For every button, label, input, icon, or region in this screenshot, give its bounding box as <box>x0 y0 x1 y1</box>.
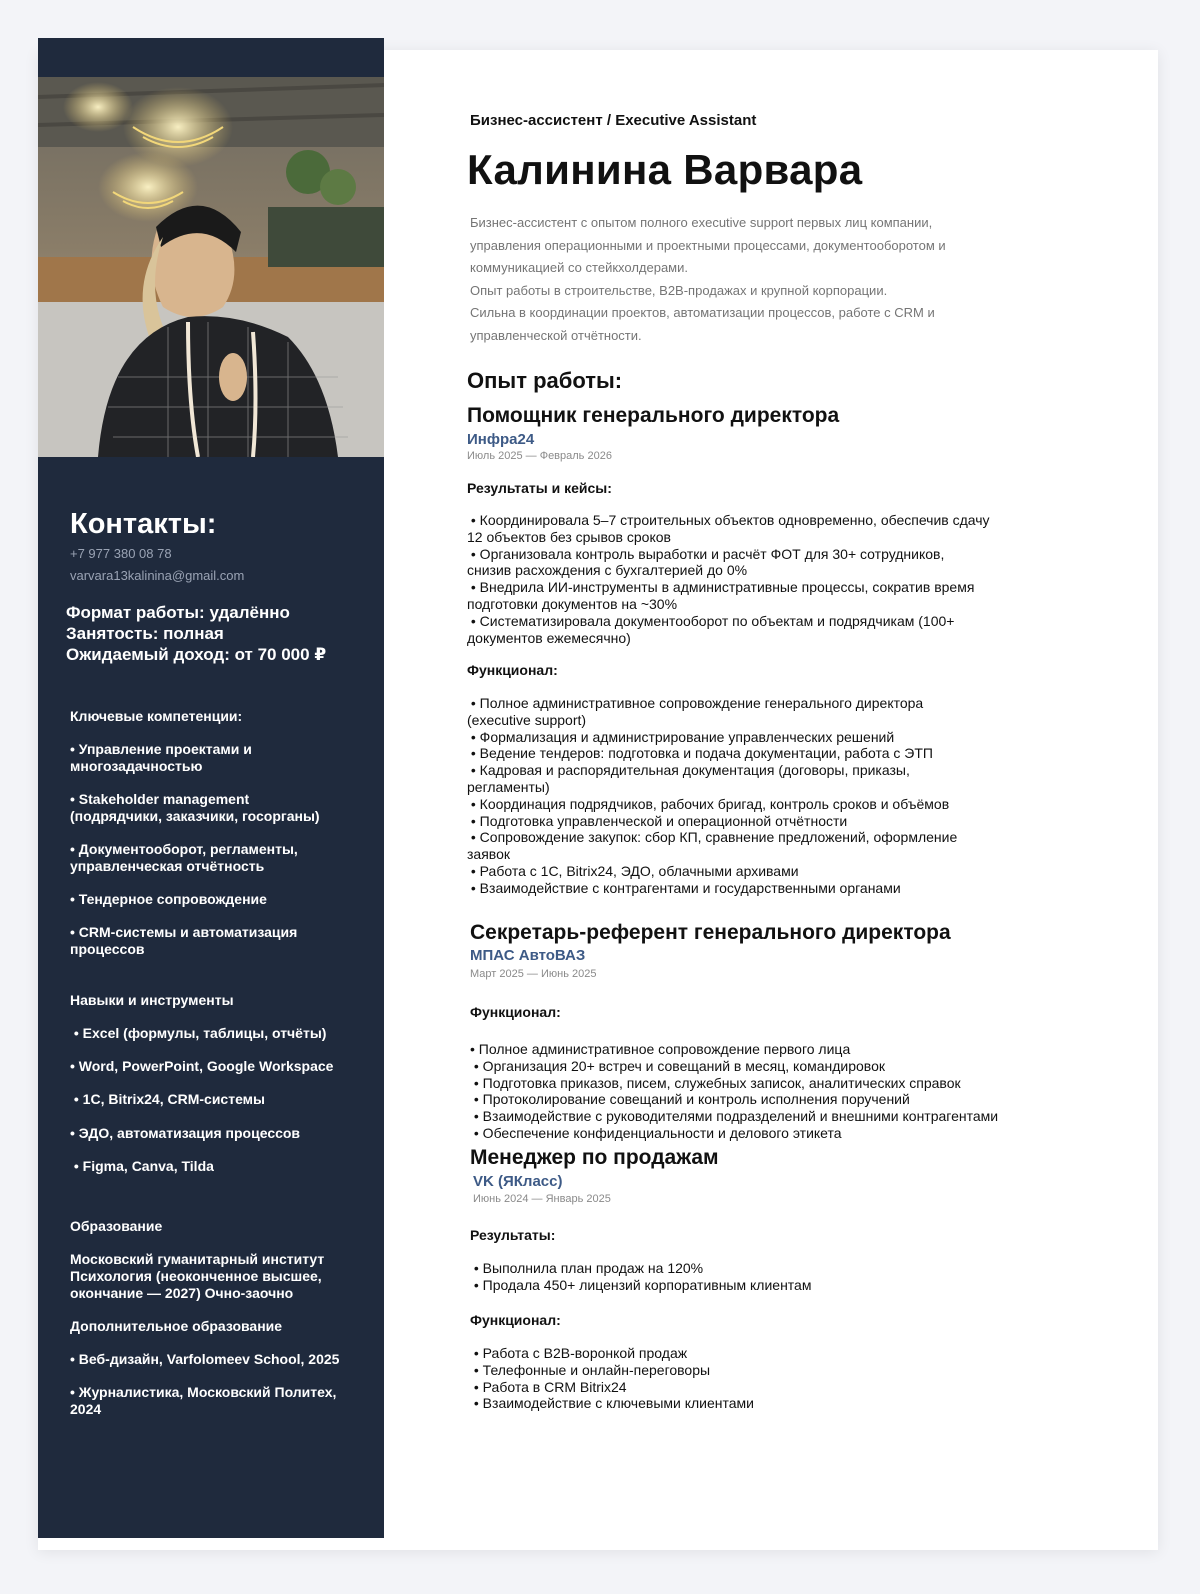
extra-education-item <box>70 1384 370 1418</box>
functions-list <box>467 695 1067 897</box>
education-title: Образование <box>70 1218 163 1234</box>
role-title: Бизнес-ассистент / Executive Assistant <box>470 112 757 129</box>
competency-item <box>70 891 370 908</box>
list-item: • Формализация и администрирование управленческих решений <box>467 728 895 745</box>
experience-title: Опыт работы: <box>467 368 623 393</box>
list-item: • Сопровождение закупок: сбор КП, сравнение предложений, оформление <box>467 829 958 846</box>
job-title: Секретарь-референт генерального директора <box>470 921 951 944</box>
list-item: • Взаимодействие с руководителями подразделений и внешними контрагентами <box>470 1108 999 1125</box>
list-item: • Внедрила ИИ-инструменты в административные процессы, сократив время <box>467 579 975 596</box>
list-item: • Координировала 5–7 строительных объектов одновременно, обеспечив сдачу <box>467 512 990 528</box>
list-item: • Взаимодействие с ключевыми клиентами <box>470 1395 754 1412</box>
skill-item: • Excel (формулы, таблицы, отчёты) <box>70 1025 327 1041</box>
competency-item <box>70 841 370 875</box>
list-item: • Ведение тендеров: подготовка и подача документации, работа с ЭТП <box>467 745 933 762</box>
extra-education-line: 2024 <box>70 1401 102 1417</box>
results-title: Результаты и кейсы: <box>467 480 612 496</box>
list-item: • Подготовка приказов, писем, служебных записок, аналитических справок <box>470 1074 961 1091</box>
functions-list <box>470 1345 1070 1412</box>
skill-item: • ЭДО, автоматизация процессов <box>70 1125 301 1141</box>
list-item: • Выполнила план продаж на 120% <box>470 1260 704 1276</box>
salary-line: Ожидаемый доход: от 70 000 ₽ <box>66 645 327 664</box>
competency-line: многозадачностью <box>70 758 203 774</box>
list-item: • Полное административное сопровождение первого лица <box>470 1041 851 1057</box>
job-title: Менеджер по продажам <box>470 1146 719 1169</box>
job-company: Инфра24 <box>467 431 535 448</box>
skill-item: • 1С, Bitrix24, CRM-системы <box>70 1091 265 1107</box>
education-text <box>70 1251 370 1302</box>
functions-title: Функционал: <box>470 1004 561 1020</box>
education-line: Психология (неоконченное высшее, <box>70 1268 322 1284</box>
job-company: VK (ЯКласс) <box>473 1173 563 1190</box>
competency-line: • Документооборот, регламенты, <box>70 841 298 857</box>
list-item: документов ежемесячно) <box>467 629 631 646</box>
extra-education-title: Дополнительное образование <box>70 1318 283 1334</box>
list-item: • Обеспечение конфиденциальности и делового этикета <box>470 1124 842 1141</box>
summary-line: Опыт работы в строительстве, B2B-продажах и крупной корпорации. <box>470 282 888 298</box>
list-item: • Кадровая и распорядительная документация (договоры, приказы, <box>467 762 910 779</box>
results-list <box>467 512 1067 646</box>
contacts-title: Контакты: <box>70 508 217 540</box>
extra-education-line: • Журналистика, Московский Политех, <box>70 1384 337 1400</box>
job-dates: Март 2025 — Июнь 2025 <box>470 968 597 980</box>
list-item: • Организовала контроль выработки и расчёт ФОТ для 30+ сотрудников, <box>467 545 945 562</box>
profile-photo <box>38 77 384 457</box>
summary-line: коммуникацией со стейкхолдерами. <box>470 260 688 275</box>
work-format <box>66 602 326 665</box>
competency-item <box>70 791 370 825</box>
list-item: • Взаимодействие с контрагентами и государственными органами <box>467 879 901 896</box>
list-item: • Полное административное сопровождение генерального директора <box>467 695 924 711</box>
job-dates: Июль 2025 — Февраль 2026 <box>467 450 612 462</box>
list-item: • Протоколирование совещаний и контроль исполнения поручений <box>470 1091 910 1108</box>
summary-line: Сильна в координации проектов, автоматизации процессов, работе с CRM и <box>470 305 935 320</box>
list-item: 12 объектов без срывов сроков <box>467 528 671 545</box>
list-item: • Подготовка управленческой и операционной отчётности <box>467 812 848 829</box>
competency-line: (подрядчики, заказчики, госорганы) <box>70 808 320 824</box>
sidebar <box>38 38 384 1538</box>
competency-line: • CRM-системы и автоматизация <box>70 924 298 940</box>
list-item: (executive support) <box>467 711 587 728</box>
competency-line: • Тендерное сопровождение <box>70 891 267 907</box>
results-title: Результаты: <box>470 1227 556 1243</box>
list-item: подготовки документов на ~30% <box>467 595 678 612</box>
job-dates: Июнь 2024 — Январь 2025 <box>473 1193 611 1205</box>
list-item: • Организация 20+ встреч и совещаний в месяц, командировок <box>470 1057 885 1074</box>
list-item: • Продала 450+ лицензий корпоративным клиентам <box>470 1276 812 1293</box>
competency-line: • Управление проектами и <box>70 741 252 757</box>
list-item: • Работа с 1С, Bitrix24, ЭДО, облачными архивами <box>467 862 799 879</box>
skills-title: Навыки и инструменты <box>70 992 234 1008</box>
competency-line: процессов <box>70 941 145 957</box>
list-item: заявок <box>467 846 510 863</box>
employment-line: Занятость: полная <box>66 624 224 643</box>
skill-item: • Word, PowerPoint, Google Workspace <box>70 1058 334 1074</box>
summary-line: управленческой отчётности. <box>470 327 642 343</box>
competency-line: управленческая отчётность <box>70 858 265 874</box>
list-item: • Работа с B2B-воронкой продаж <box>470 1345 688 1361</box>
job-company: МПАС АвтоВАЗ <box>470 947 586 964</box>
competencies-title: Ключевые компетенции: <box>70 708 243 724</box>
skill-item: • Figma, Canva, Tilda <box>70 1158 214 1174</box>
summary-line: Бизнес-ассистент с опытом полного executive support первых лиц компании, <box>470 215 933 230</box>
work-format-line: Формат работы: удалённо <box>66 603 290 622</box>
list-item: • Систематизировала документооборот по объектам и подрядчикам (100+ <box>467 612 955 629</box>
list-item: • Телефонные и онлайн-переговоры <box>470 1361 711 1378</box>
education-line: Московский гуманитарный институт <box>70 1251 325 1267</box>
results-list <box>470 1260 1070 1294</box>
list-item: • Работа в CRM Bitrix24 <box>470 1378 627 1395</box>
summary <box>470 212 1050 347</box>
extra-education-item <box>70 1351 370 1368</box>
list-item: регламенты) <box>467 778 550 795</box>
competency-line: • Stakeholder management <box>70 791 250 807</box>
list-item: снизив расхождения с бухгалтерией до 0% <box>467 562 748 579</box>
list-item: • Координация подрядчиков, рабочих бригад, контроль сроков и объёмов <box>467 795 950 812</box>
contact-email[interactable]: varvara13kalinina@gmail.com <box>70 568 245 583</box>
competency-item <box>70 741 370 775</box>
candidate-name: Калинина Варвара <box>467 146 863 193</box>
job-title: Помощник генерального директора <box>467 404 840 427</box>
summary-line: управления операционными и проектными процессами, документооборотом и <box>470 237 946 253</box>
functions-title: Функционал: <box>467 662 558 678</box>
extra-education-line: • Веб-дизайн, Varfolomeev School, 2025 <box>70 1351 340 1367</box>
competency-item <box>70 924 370 958</box>
functions-list <box>470 1041 1070 1142</box>
education-line: окончание — 2027) Очно-заочно <box>70 1285 294 1301</box>
functions-title: Функционал: <box>470 1312 561 1328</box>
contact-phone[interactable]: +7 977 380 08 78 <box>70 546 172 561</box>
